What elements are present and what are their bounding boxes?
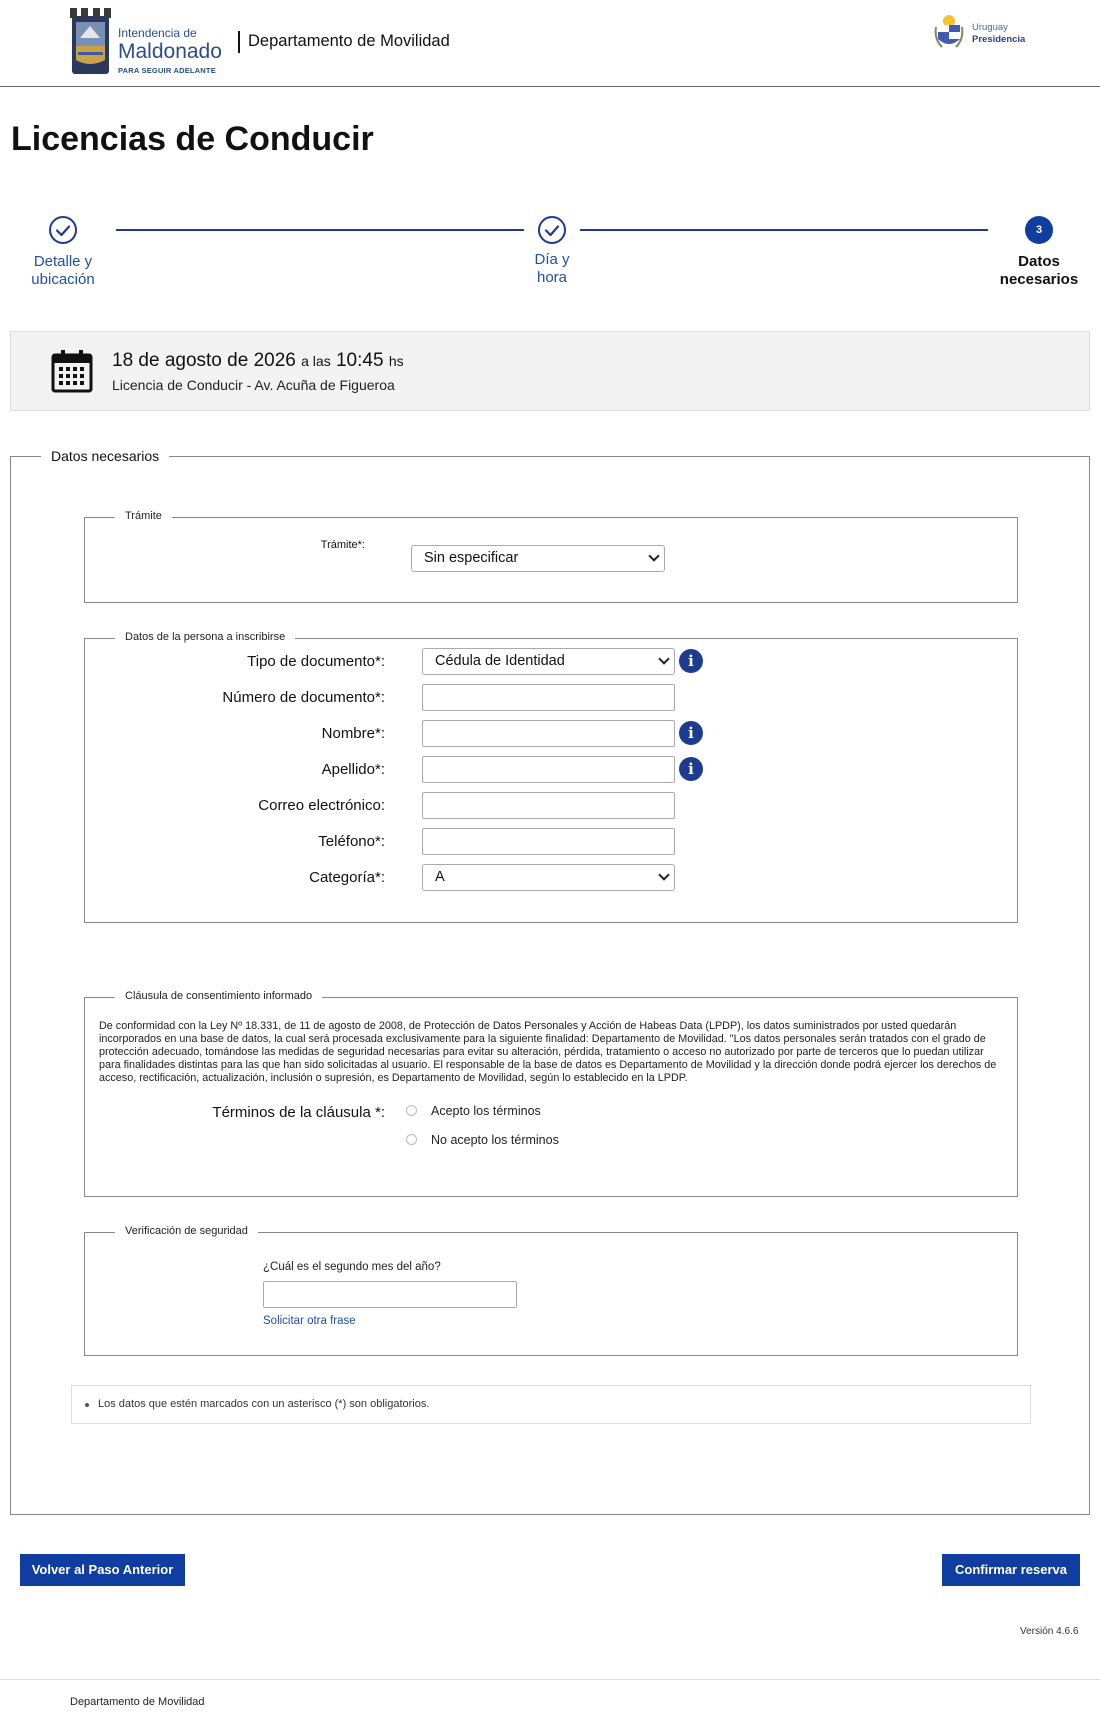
footer-divider: [0, 1679, 1100, 1680]
department-title: Departamento de Movilidad: [248, 32, 450, 50]
tipo-documento-select-value: Cédula de Identidad: [435, 653, 565, 669]
reject-terms-radio[interactable]: [406, 1134, 417, 1145]
step-1-indicator[interactable]: [49, 216, 77, 244]
terms-label: Términos de la cláusula *:: [212, 1104, 385, 1121]
correo-input[interactable]: [422, 792, 675, 819]
appointment-time: 10:45: [335, 350, 384, 371]
nombre-label: Nombre*:: [321, 725, 385, 742]
castle-tower-icon: [70, 8, 111, 76]
chevron-down-icon: [648, 550, 659, 561]
nombre-input[interactable]: [422, 720, 675, 747]
accept-terms-label[interactable]: Acepto los términos: [431, 1104, 541, 1118]
presidencia-logo-line2: Presidencia: [972, 34, 1026, 45]
categoria-select-value: A: [435, 869, 445, 885]
persona-fieldset: [84, 631, 1018, 923]
logo-text-small: Intendencia de: [118, 26, 197, 40]
tramite-label: Trámite*:: [320, 539, 365, 551]
step-connector-2: [580, 229, 988, 231]
step-2-label[interactable]: [507, 251, 597, 287]
check-icon: [540, 218, 564, 242]
coat-of-arms-icon: [934, 13, 964, 51]
required-fields-note: [71, 1385, 1031, 1424]
telefono-label: Teléfono*:: [318, 833, 385, 850]
step-1-label-line2: ubicación: [31, 271, 95, 288]
footer-text: Departamento de Movilidad: [70, 1696, 205, 1708]
logo-tagline: PARA SEGUIR ADELANTE: [118, 66, 216, 75]
numero-documento-input[interactable]: [422, 684, 675, 711]
step-2-label-line2: hora: [536, 269, 568, 286]
required-fields-note-text: Los datos que estén marcados con un asterisco (*) son obligatorios.: [98, 1398, 430, 1410]
info-icon[interactable]: i: [679, 649, 703, 673]
security-question: ¿Cuál es el segundo mes del año?: [263, 1261, 441, 1273]
tipo-documento-label: Tipo de documento*:: [247, 653, 385, 670]
accept-terms-radio[interactable]: [406, 1105, 417, 1116]
appointment-time-suffix: hs: [388, 353, 404, 369]
appointment-summary: [10, 331, 1090, 411]
back-button[interactable]: Volver al Paso Anterior: [20, 1554, 185, 1586]
consent-fieldset: [84, 990, 1018, 1197]
categoria-label: Categoría*:: [309, 869, 385, 886]
apellido-input[interactable]: [422, 756, 675, 783]
persona-legend: Datos de la persona a inscribirse: [115, 631, 295, 643]
consent-legend: Cláusula de consentimiento informado: [115, 990, 322, 1002]
appointment-datetime: [112, 350, 404, 372]
calendar-icon: [51, 349, 93, 393]
step-2-indicator[interactable]: [538, 216, 566, 244]
step-connector-1: [116, 229, 524, 231]
step-3-label-line1: Datos: [1018, 253, 1060, 270]
datos-necesarios-legend: Datos necesarios: [41, 448, 169, 464]
telefono-input[interactable]: [422, 828, 675, 855]
tipo-documento-select[interactable]: [422, 648, 675, 675]
security-legend: Verificación de seguridad: [115, 1225, 258, 1237]
header-separator: [238, 31, 240, 53]
check-icon: [51, 218, 75, 242]
appointment-connector: a las: [301, 353, 331, 369]
chevron-down-icon: [658, 869, 669, 880]
intendencia-logo[interactable]: [70, 8, 220, 78]
consent-text: De conformidad con la Ley Nº 18.331, de 11 de agosto de 2008, de Protección de Datos Personales y Acción de Habeas Data (LPDP), los datos suministrados por usted quedarán incorporados en una base de datos, la cual será procesada exclusivamente para la siguiente finalidad: Departamento de Movilidad. "Los datos personales serán tratados con el grado de protección adecuado, tomándose las medidas de seguridad necesarias para evitar su alteración, pérdida, tratamiento o acceso no autorizado por parte de terceros que lo puedan utilizar para finalidades distintas para las que han sido solicitadas al usuario. El responsable de la base de datos es Departamento de Movilidad y la dirección donde podrá ejercer los derechos de acceso, rectificación, actualización, inclusión o supresión, es Departamento de Movilidad, según lo establecido en la LPDP.: [99, 1020, 997, 1084]
info-icon[interactable]: i: [679, 757, 703, 781]
security-fieldset: [84, 1225, 1018, 1356]
logo-text-big: Maldonado: [118, 40, 222, 63]
tramite-fieldset: [84, 510, 1018, 603]
site-header: [0, 0, 1100, 87]
correo-label: Correo electrónico:: [258, 797, 385, 814]
appointment-date: 18 de agosto de 2026: [112, 350, 296, 371]
apellido-label: Apellido*:: [321, 761, 385, 778]
numero-documento-label: Número de documento*:: [222, 689, 385, 706]
step-3-label-line2: necesarios: [999, 271, 1079, 288]
bullet-icon: [85, 1403, 89, 1407]
presidencia-logo[interactable]: [934, 13, 1034, 51]
security-answer-input[interactable]: [263, 1281, 517, 1308]
tramite-select-value: Sin especificar: [424, 550, 519, 566]
reject-terms-label[interactable]: No acepto los términos: [431, 1133, 559, 1147]
version-text: Versión 4.6.6: [1020, 1626, 1079, 1637]
confirm-button[interactable]: Confirmar reserva: [942, 1554, 1080, 1586]
tramite-legend: Trámite: [115, 510, 172, 522]
presidencia-logo-line1: Uruguay: [972, 22, 1008, 33]
tramite-select[interactable]: [411, 545, 665, 572]
appointment-location: Licencia de Conducir - Av. Acuña de Figueroa: [112, 377, 395, 393]
categoria-select[interactable]: [422, 864, 675, 891]
request-new-phrase-link[interactable]: Solicitar otra frase: [263, 1315, 356, 1327]
page-title: Licencias de Conducir: [11, 120, 374, 158]
step-3-indicator: 3: [1025, 216, 1053, 244]
datos-necesarios-fieldset: [10, 448, 1090, 1515]
step-1-label-line1: Detalle y: [33, 253, 93, 270]
chevron-down-icon: [658, 653, 669, 664]
step-2-label-line1: Día y: [534, 251, 570, 268]
step-3-label: [994, 253, 1084, 289]
step-1-label[interactable]: [18, 253, 108, 289]
info-icon[interactable]: i: [679, 721, 703, 745]
